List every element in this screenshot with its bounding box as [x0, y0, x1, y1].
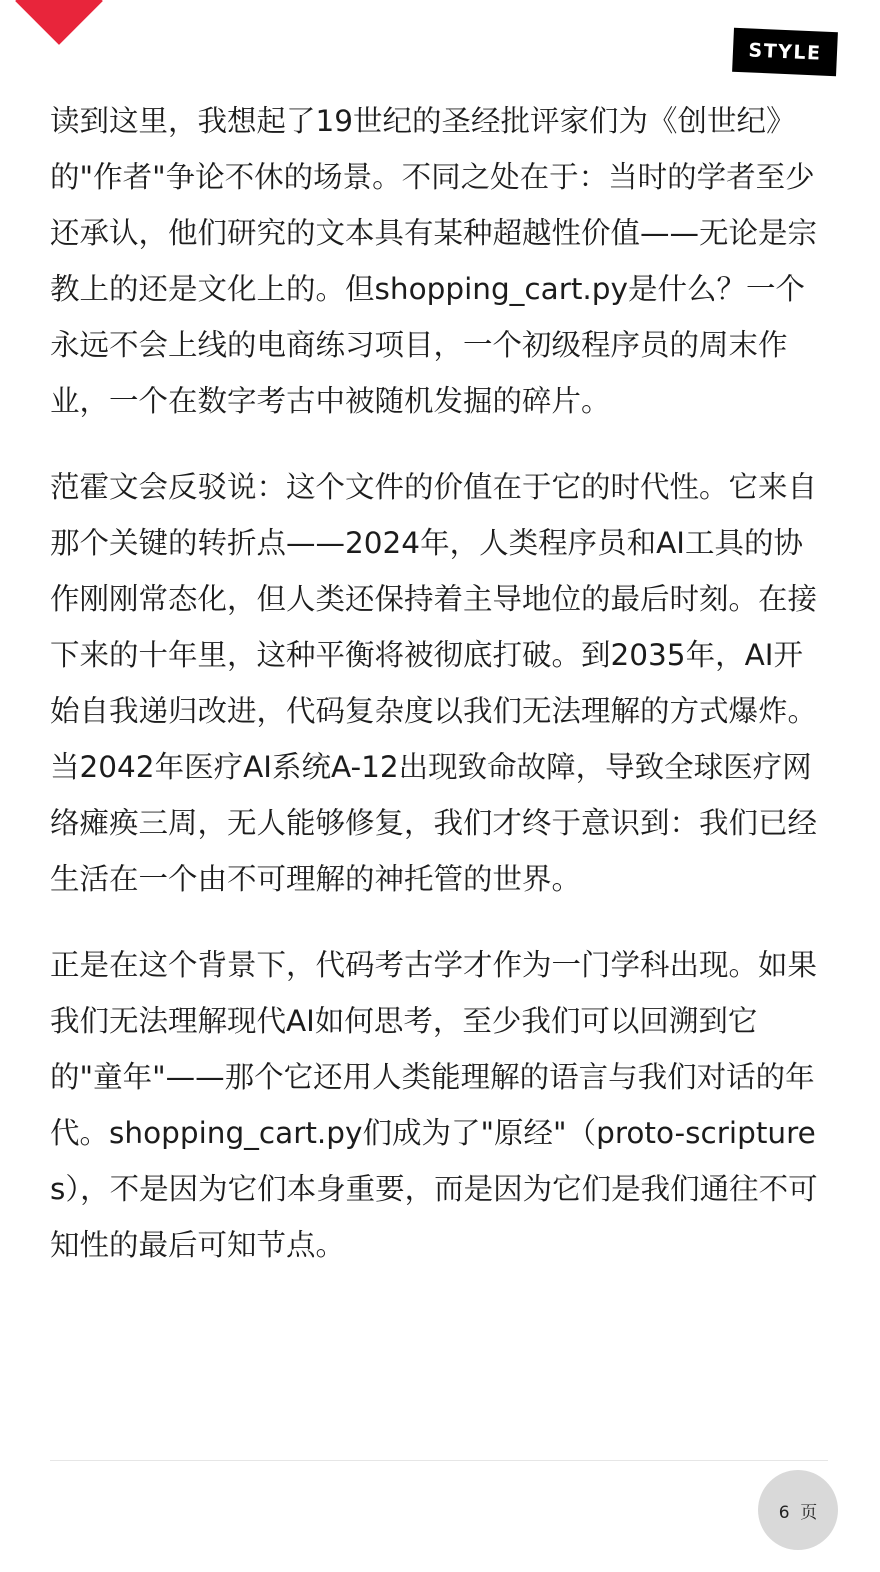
article-paragraph: 正是在这个背景下，代码考古学才作为一门学科出现。如果我们无法理解现代AI如何思考，至少我们可以回溯到它的"童年"——那个它还用人类能理解的语言与我们对话的年代。shopping_cart.py们成为了"原经"（proto-scriptures），不是因为它们本身重要，而是因为它们是我们通往不可知性的最后可知节点。 [50, 948, 818, 1262]
style-section-tag [732, 28, 838, 76]
style-tag-label: STYLE [748, 39, 822, 65]
footer-divider [50, 1460, 828, 1461]
article-body [50, 93, 826, 1303]
page-number-badge[interactable] [758, 1470, 838, 1550]
corner-bookmark-mark [15, 0, 103, 45]
article-paragraph: 读到这里，我想起了19世纪的圣经批评家们为《创世纪》的"作者"争论不休的场景。不同之处在于：当时的学者至少还承认，他们研究的文本具有某种超越性价值——无论是宗教上的还是文化上的。但shopping_cart.py是什么？一个永远不会上线的电商练习项目，一个初级程序员的周末作业，一个在数字考古中被随机发掘的碎片。 [50, 104, 818, 418]
page-number-label: 6 页 [778, 1502, 818, 1523]
article-paragraph: 范霍文会反驳说：这个文件的价值在于它的时代性。它来自那个关键的转折点——2024年，人类程序员和AI工具的协作刚刚常态化，但人类还保持着主导地位的最后时刻。在接下来的十年里，这种平衡将被彻底打破。到2035年，AI开始自我递归改进，代码复杂度以我们无法理解的方式爆炸。当2042年医疗AI系统A-12出现致命故障，导致全球医疗网络瘫痪三周，无人能够修复，我们才终于意识到：我们已经生活在一个由不可理解的神托管的世界。 [50, 470, 818, 896]
